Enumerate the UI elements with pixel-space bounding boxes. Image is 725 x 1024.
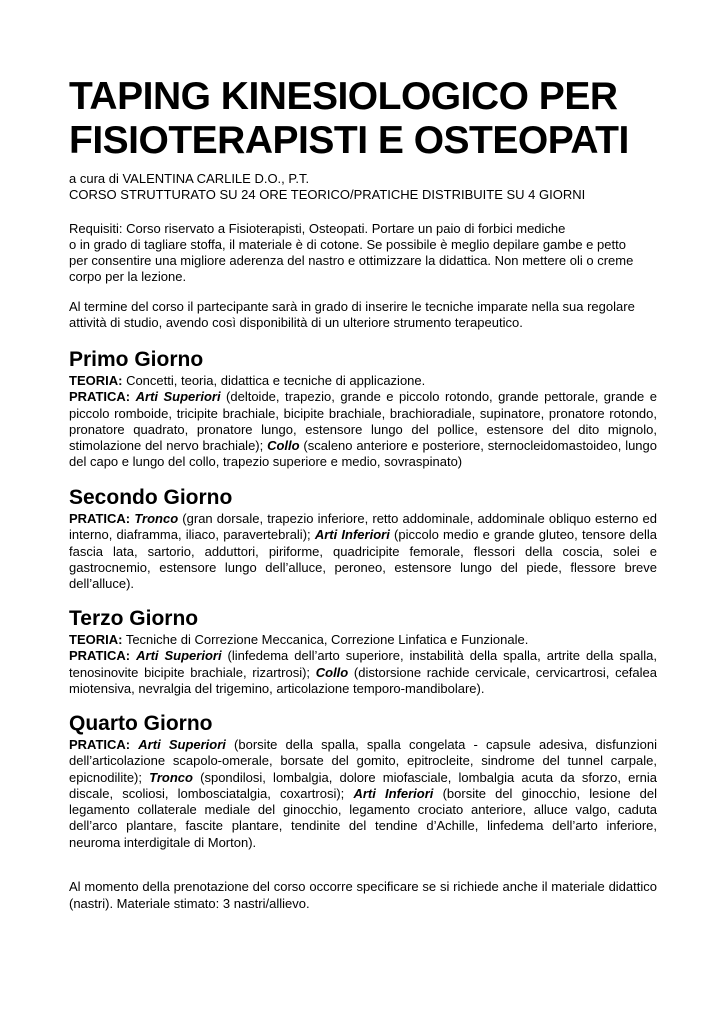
requirements-line: per consentire una migliore aderenza del nastro e ottimizzare la didattica. Non mettere oli o creme xyxy=(69,253,634,268)
topic-text: (distorsione rachide cervicale, cervicartrosi, cefalea miotensiva, nevralgia del trigemino, articolazione temporo-mandibolare). xyxy=(69,664,657,696)
day-3-section xyxy=(69,606,657,697)
course-structure-line: CORSO STRUTTURATO SU 24 ORE TEORICO/PRATICHE DISTRIBUITE SU 4 GIORNI xyxy=(69,187,586,202)
teoria-label: TEORIA: xyxy=(69,373,123,388)
topic-arti-inferiori: Arti Inferiori xyxy=(353,785,434,801)
pratica-label: PRATICA: xyxy=(69,648,131,664)
final-note: Al momento della prenotazione del corso occorre specificare se si richiede anche il materiale didattico (nastri). Materiale stimato: 3 nastri/allievo. xyxy=(69,879,657,911)
topic-tronco: Tronco xyxy=(149,769,193,785)
topic-text: (piccolo medio e grande gluteo, tensore della fascia lata, sartorio, adduttori, piriforme, quadricipite femorale, flessori della coscia, solei e gastrocnemio, estensore lungo dell’alluce, peroneo, estensore lungo del piede, flessore breve dell’alluce). xyxy=(69,527,657,592)
topic-arti-superiori: Arti Superiori xyxy=(135,389,221,405)
day-4-heading: Quarto Giorno xyxy=(69,712,213,735)
topic-text: (deltoide, trapezio, grande e piccolo rotondo, grande pettorale, grande e piccolo romboide, tricipite brachiale, bicipite brachiale, brachioradiale, supinatore, pronatore rotondo, pronatore quadrato, pronatore lungo, estensore lungo del pollice, estensore del dito mignolo, stimolazione del nervo brachiale); xyxy=(69,389,657,454)
outcome-line: attività di studio, avendo così disponibilità di un ulteriore strumento terapeutico. xyxy=(69,315,523,330)
day-1-heading: Primo Giorno xyxy=(69,348,204,371)
pratica-label: PRATICA: xyxy=(69,389,131,405)
day-2-section xyxy=(69,485,657,592)
topic-text: (linfedema dell’arto superiore, instabilità della spalla, artrite della spalla, tenosinovite bicipite brachiale, rizartrosi); xyxy=(69,648,657,680)
teoria-label: TEORIA: xyxy=(69,632,123,647)
teoria-text: Concetti, teoria, didattica e tecniche di applicazione. xyxy=(122,373,426,388)
topic-text: (spondilosi, lombalgia, dolore miofasciale, lombalgia acuta da sforzo, ernia discale, scoliosi, lombosciatalgia, coxartrosi); xyxy=(69,769,657,801)
pratica-label: PRATICA: xyxy=(69,737,131,752)
topic-arti-superiori: Arti Superiori xyxy=(138,737,226,752)
author-line: a cura di VALENTINA CARLILE D.O., P.T. xyxy=(69,171,310,186)
day-2-heading: Secondo Giorno xyxy=(69,486,233,509)
requirements-paragraph xyxy=(69,221,657,285)
topic-collo: Collo xyxy=(267,438,300,454)
topic-text: (scaleno anteriore e posteriore, sternocleidomastoideo, lungo del capo e lungo del collo, trapezio superiore e medio, sovraspinato) xyxy=(69,438,657,470)
day-4-section xyxy=(69,711,657,851)
title-line-1: TAPING KINESIOLOGICO PER xyxy=(69,75,618,118)
day-1-section xyxy=(69,347,657,471)
outcome-paragraph xyxy=(69,299,657,331)
topic-text: (borsite del ginocchio, lesione del legamento collaterale mediale del ginocchio, legamento crociato anteriore, alluce valgo, caduta dell’arco plantare, fascite plantare, tendinite del tendine d’Achille, linfedema dell’arto inferiore, neuroma interdigitale di Morton). xyxy=(69,785,657,850)
day-3-pratica xyxy=(69,648,657,697)
topic-text: (borsite della spalla, spalla congelata - capsule adesiva, disfunzioni dell’articolazione scapolo-omerale, borsate del gomito, epitrocleite, sindrome del tunnel carpale, epicnodilite); xyxy=(69,737,657,785)
teoria-text: Tecniche di Correzione Meccanica, Correzione Linfatica e Funzionale. xyxy=(122,632,529,647)
day-4-pratica xyxy=(69,737,657,851)
day-3-heading: Terzo Giorno xyxy=(69,607,199,630)
topic-arti-inferiori: Arti Inferiori xyxy=(314,527,390,543)
requirements-line: o in grado di tagliare stoffa, il materiale è di cotone. Se possibile è meglio depilare gambe e petto xyxy=(69,237,626,252)
document-title xyxy=(69,75,669,163)
outcome-line: Al termine del corso il partecipante sarà in grado di inserire le tecniche imparate nella sua regolare xyxy=(69,299,635,314)
course-meta xyxy=(69,171,585,203)
topic-tronco: Tronco xyxy=(134,511,179,526)
day-1-teoria xyxy=(69,373,657,389)
topic-collo: Collo xyxy=(315,664,349,680)
topic-text: (gran dorsale, trapezio inferiore, retto addominale, addominale obliquo esterno ed interno, diaframma, iliaco, paravertebrali); xyxy=(69,511,657,543)
day-1-pratica xyxy=(69,389,657,470)
day-3-teoria xyxy=(69,632,657,648)
topic-arti-superiori: Arti Superiori xyxy=(136,648,222,664)
title-line-2: FISIOTERAPISTI E OSTEOPATI xyxy=(69,119,629,162)
day-2-pratica xyxy=(69,511,657,592)
requirements-line: Requisiti: Corso riservato a Fisioterapisti, Osteopati. Portare un paio di forbici mediche xyxy=(69,221,566,236)
requirements-line: corpo per la lezione. xyxy=(69,269,187,284)
pratica-label: PRATICA: xyxy=(69,511,131,526)
